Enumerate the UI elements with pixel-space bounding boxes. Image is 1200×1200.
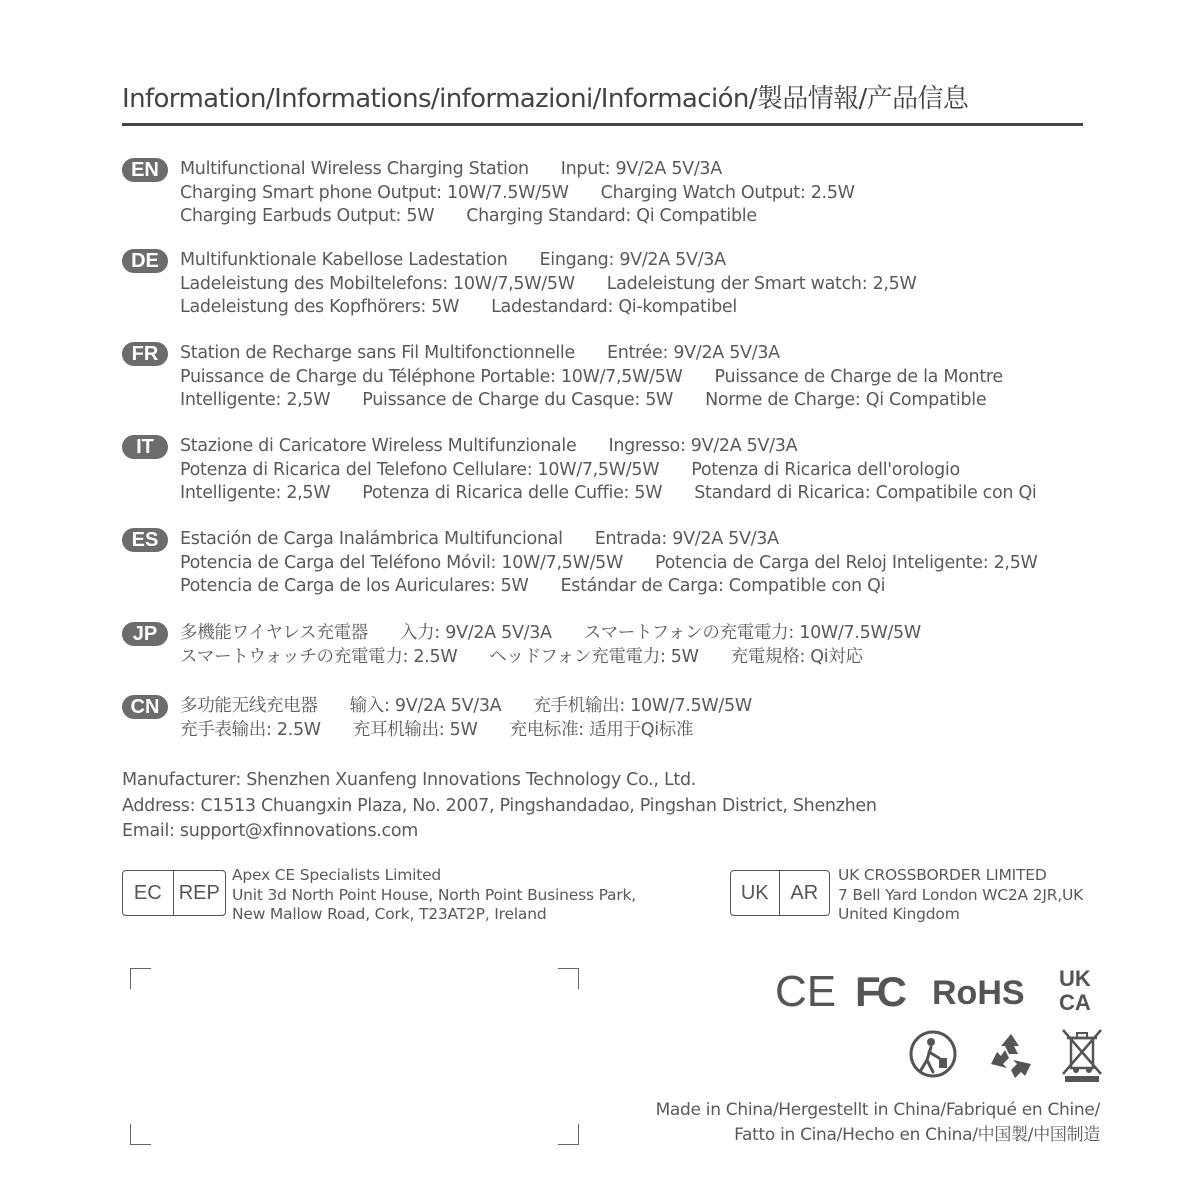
fcc-mark-icon [855,968,907,1015]
uk-ar-line: UK CROSSBORDER LIMITED [838,866,1047,884]
spec-item: ヘッドフォン充電電力: 5W [489,646,699,667]
fcc-mark-text: FC [855,968,903,1015]
spec-item: Entrada: 9V/2A 5V/3A [594,529,779,549]
spec-line [180,528,1100,552]
spec-item: Ladeleistung der Smart watch: 2,5W [606,273,917,294]
address-line: Address: C1513 Chuangxin Plaza, No. 2007, Pingshandadao, Pingshan District, Shenzhen [122,795,877,816]
ce-mark-text: CE [775,967,837,1016]
spec-item: スマートフォンの充電電力: 10W/7.5W/5W [583,623,921,643]
spec-line [180,695,1100,719]
spec-item: Ladestandard: Qi-kompatibel [491,297,737,317]
ec-label: EC [133,881,162,904]
made-in-china [656,1098,1100,1148]
ec-rep-line: Apex CE Specialists Limited [232,866,442,884]
spec-item: 充手表输出: 2.5W [180,719,321,740]
made-in-line: Made in China/Hergestellt in China/Fabriqué en Chine/ [655,1100,1100,1120]
spec-lines [180,342,1100,413]
spec-lines [180,622,1100,669]
corner-mark-bottom-right [558,1124,579,1145]
crossed-bin-icon [1063,1030,1101,1082]
spec-item: Estándar de Carga: Compatible con Qi [560,576,886,596]
uk-ar-line: 7 Bell Yard London WC2A 2JR,UK [838,885,1084,904]
spec-item: 充電規格: Qi対応 [730,646,863,667]
spec-lines [180,249,1100,320]
spec-lines [180,435,1100,506]
spec-line [180,575,1100,599]
spec-item: スマートウォッチの充電電力: 2.5W [180,646,458,667]
spec-item: Potenza di Ricarica del Telefono Cellulare: 10W/7,5W/5W [180,459,660,480]
spec-line [180,389,1100,413]
spec-item: 输入: 9V/2A 5V/3A [349,696,502,716]
spec-item: 多功能无线充电器 [180,696,318,716]
spec-item: 多機能ワイヤレス充電器 [180,623,368,643]
corner-mark-bottom-left [130,1124,151,1145]
spec-item: Input: 9V/2A 5V/3A [560,159,722,179]
recycle-icon [991,1034,1031,1078]
spec-item: Puissance de Charge du Casque: 5W [362,390,674,410]
rohs-mark-icon [932,974,1025,1012]
made-in-line: Fatto in Cina/Hecho en China/中国製/中国制造 [734,1125,1100,1145]
title-divider [122,123,1083,126]
ec-rep-line: Unit 3d North Point House, North Point Business Park, [232,885,637,904]
spec-line [180,719,1100,743]
spec-item: Eingang: 9V/2A 5V/3A [539,250,726,270]
disposal-marks [905,1026,1105,1082]
spec-item: Station de Recharge sans Fil Multifonctionnelle [180,343,575,363]
spec-item: Intelligente: 2,5W [180,483,331,503]
spec-item: Puissance de Charge de la Montre [714,366,1003,387]
ec-rep-label [122,870,226,916]
spec-line [180,482,1100,506]
uk-ar-address [838,866,1083,925]
spec-item: Puissance de Charge du Téléphone Portable: 10W/7,5W/5W [180,366,683,387]
spec-line [180,182,1100,206]
page-title: Information/Informations/informazioni/Información/製品情報/产品信息 [122,84,969,114]
ukca-top-text: UK [1059,966,1091,991]
rep-label: REP [173,871,225,915]
ukca-bottom-text: CA [1059,990,1091,1015]
disposal-marks-svg [905,1026,1105,1082]
spec-item: Potencia de Carga del Reloj Inteligente: 2,5W [655,552,1038,573]
spec-line [180,366,1100,390]
spec-item: Multifunktionale Kabellose Ladestation [180,250,508,270]
spec-item: Potenza di Ricarica delle Cuffie: 5W [362,483,663,503]
spec-line [180,273,1100,297]
manufacturer-line: Manufacturer: Shenzhen Xuanfeng Innovations Technology Co., Ltd. [122,770,697,790]
spec-line [180,342,1100,366]
spec-item: Standard di Ricarica: Compatibile con Qi [694,483,1037,503]
spec-line [180,552,1100,576]
spec-item: Charging Standard: Qi Compatible [466,206,757,226]
language-badge: CN [122,695,168,719]
spec-item: Entrée: 9V/2A 5V/3A [606,343,780,363]
spec-item: Potencia de Carga de los Auriculares: 5W [180,576,529,596]
language-badge: JP [122,622,168,646]
language-badge: DE [122,249,168,273]
spec-item: Charging Watch Output: 2.5W [600,182,855,203]
spec-item: Stazione di Caricatore Wireless Multifunzionale [180,436,577,456]
spec-item: 充电标准: 适用于Qi标准 [509,719,694,740]
spec-item: Ladeleistung des Kopfhörers: 5W [180,297,460,317]
spec-item: 充手机输出: 10W/7.5W/5W [533,696,752,716]
spec-line [180,435,1100,459]
language-badge: FR [122,342,168,366]
spec-item: 充耳机输出: 5W [352,719,478,740]
spec-item: Intelligente: 2,5W [180,390,331,410]
ar-label: AR [779,871,829,915]
spec-lines [180,528,1100,599]
uk-ar-label [730,870,830,916]
spec-line [180,646,1100,670]
ec-rep-line: New Mallow Road, Cork, T23AT2P, Ireland [232,905,547,923]
rohs-mark-text: RoHS [932,974,1025,1012]
spec-line [180,459,1100,483]
spec-item: Potencia de Carga del Teléfono Móvil: 10W/7,5W/5W [180,552,624,573]
ukca-mark-icon [1059,966,1091,1015]
language-badge: ES [122,528,168,552]
spec-line [180,296,1100,320]
spec-item: Ladeleistung des Mobiltelefons: 10W/7,5W/5W [180,273,575,294]
spec-item: Potenza di Ricarica dell'orologio [691,459,960,480]
spec-item: Multifunctional Wireless Charging Station [180,159,529,179]
spec-lines [180,158,1100,229]
spec-line [180,249,1100,273]
spec-item: Charging Earbuds Output: 5W [180,206,435,226]
spec-line [180,158,1100,182]
spec-line [180,622,1100,646]
spec-lines [180,695,1100,742]
spec-item: Estación de Carga Inalámbrica Multifuncional [180,529,563,549]
ec-rep-address [232,866,636,925]
language-badge: EN [122,158,168,182]
spec-item: Norme de Charge: Qi Compatible [705,390,987,410]
email-line: Email: support@xfinnovations.com [122,821,419,841]
ce-mark-icon [775,967,836,1016]
uk-label: UK [740,881,769,904]
language-badge: IT [122,435,168,459]
spec-item: Ingresso: 9V/2A 5V/3A [608,436,798,456]
uk-ar-line: United Kingdom [838,905,960,923]
corner-mark-top-left [130,968,151,989]
certification-marks [775,966,1105,1016]
tidyman-icon [911,1032,955,1076]
spec-line [180,205,1100,229]
corner-mark-top-right [558,968,579,989]
spec-item: 入力: 9V/2A 5V/3A [399,623,552,643]
spec-item: Charging Smart phone Output: 10W/7.5W/5W [180,182,569,203]
certification-marks-svg [775,966,1105,1016]
manufacturer-info [122,768,1102,845]
